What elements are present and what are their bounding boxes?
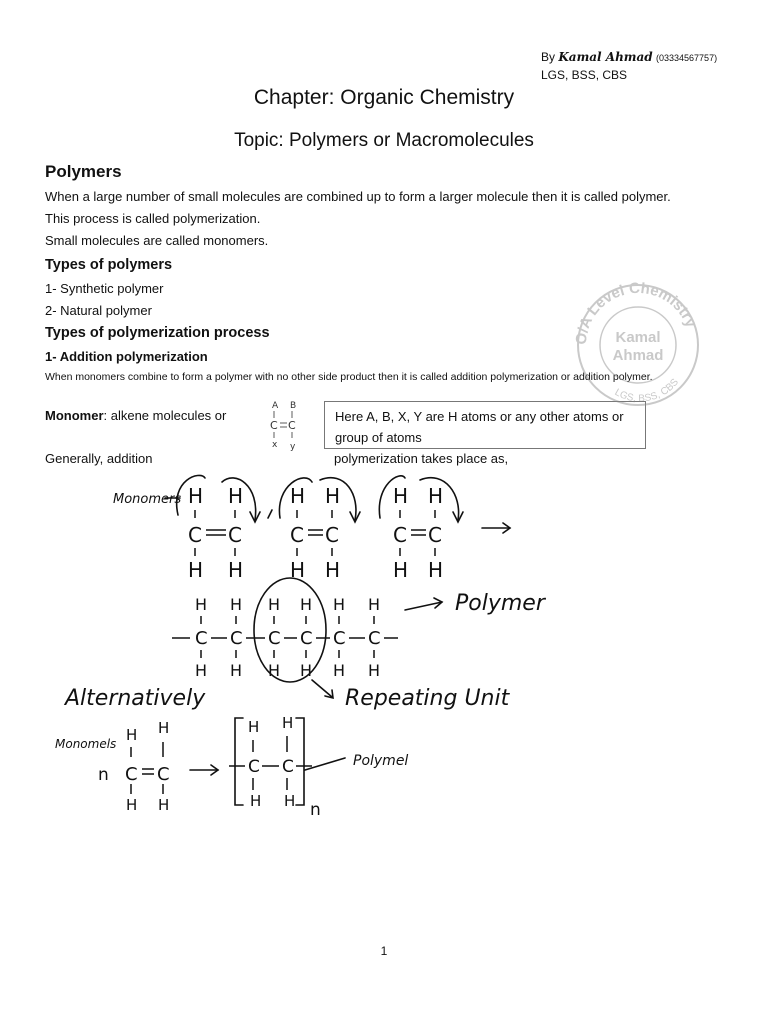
atom-h: H: [188, 484, 204, 508]
atom-h: H: [300, 595, 313, 614]
atom-c: C: [333, 628, 346, 649]
label-repeating-unit: Repeating Unit: [345, 686, 510, 711]
atom-h: H: [428, 558, 444, 582]
stamp-name2: Ahmad: [612, 347, 664, 364]
molecule-structures: [125, 484, 443, 814]
stamp-ring-text: O/A Level Chemistry: [572, 279, 700, 346]
label-monomers-2: Monomels: [55, 737, 117, 751]
atom-h: H: [195, 661, 208, 680]
label-n-left: n: [98, 765, 109, 785]
types-item-synthetic: 1- Synthetic polymer: [45, 281, 164, 296]
atom-h: H: [282, 714, 294, 732]
atom-h: H: [268, 595, 281, 614]
atom-c: C: [428, 523, 442, 547]
polymerization-definition: This process is called polymerization.: [45, 211, 261, 226]
atom-c: C: [125, 764, 138, 785]
monomer-line: [45, 408, 226, 423]
atom-h: H: [228, 484, 244, 508]
atom-c: C: [188, 523, 202, 547]
formula-b: B: [290, 401, 297, 411]
atom-h: H: [158, 796, 170, 814]
atom-h: H: [368, 661, 381, 680]
atom-c: C: [393, 523, 407, 547]
polymers-heading: Polymers: [45, 162, 122, 181]
polymer-definition: When a large number of small molecules are combined up to form a larger molecule then it is called polymer.: [45, 189, 671, 204]
label-n-right: n: [310, 800, 321, 820]
formula-x: x: [272, 440, 278, 450]
atom-h: H: [368, 595, 381, 614]
atom-h: H: [230, 661, 243, 680]
label-monomers: Monomers: [113, 492, 182, 507]
atom-h: H: [230, 595, 243, 614]
topic-title: Topic: Polymers or Macromolecules: [234, 130, 534, 151]
atom-h: H: [248, 718, 260, 736]
label-polymer-2: Polymel: [353, 753, 409, 769]
atom-c: C: [157, 764, 170, 785]
by-label: By: [541, 50, 556, 64]
atom-h: H: [300, 661, 313, 680]
atom-h: H: [290, 558, 306, 582]
atom-h: H: [325, 484, 341, 508]
stamp-bottom-text: LGS, BSS, CBS: [612, 376, 681, 405]
types-heading: Types of polymers: [45, 257, 173, 273]
generally-left: Generally, addition: [45, 451, 153, 466]
formula-c1: C: [270, 419, 278, 432]
addition-heading: 1- Addition polymerization: [45, 349, 208, 364]
atom-c: C: [248, 757, 260, 777]
atom-h: H: [268, 661, 281, 680]
atom-h: H: [393, 484, 409, 508]
note-box: Here A, B, X, Y are H atoms or any other atoms or group of atoms: [324, 401, 646, 449]
monomer-label: Monomer: [45, 408, 104, 423]
types-item-natural: 2- Natural polymer: [45, 303, 152, 318]
atom-h: H: [333, 661, 346, 680]
atom-h: H: [325, 558, 341, 582]
atom-h: H: [158, 719, 170, 737]
monomers-definition: Small molecules are called monomers.: [45, 233, 269, 248]
atom-c: C: [300, 628, 313, 649]
atom-h: H: [393, 558, 409, 582]
generally-right: polymerization takes place as,: [334, 451, 509, 466]
page-number: 1: [380, 944, 388, 958]
label-polymer: Polymer: [455, 591, 545, 616]
chapter-title: Chapter: Organic Chemistry: [253, 86, 515, 109]
atom-h: H: [195, 595, 208, 614]
atom-c: C: [290, 523, 304, 547]
atom-h: H: [250, 792, 262, 810]
formula-c2: C: [288, 419, 296, 432]
monomer-text: : alkene molecules or: [103, 408, 227, 423]
formula-y: y: [290, 442, 296, 452]
atom-c: C: [325, 523, 339, 547]
atom-c: C: [195, 628, 208, 649]
atom-c: C: [228, 523, 242, 547]
process-heading: Types of polymerization process: [45, 325, 270, 341]
author-name: Kamal Ahmad: [558, 50, 653, 64]
atom-c: C: [368, 628, 381, 649]
atom-h: H: [126, 726, 138, 744]
svg-text:O/A Level Chemistry: [573, 280, 700, 346]
author-line: [541, 50, 717, 64]
addition-definition: When monomers combine to form a polymer with no other side product then it is called addition polymerization or addition polymer.: [45, 371, 653, 383]
atom-h: H: [126, 796, 138, 814]
atom-h: H: [188, 558, 204, 582]
atom-c: C: [282, 757, 294, 777]
atom-h: H: [228, 558, 244, 582]
atom-h: H: [290, 484, 306, 508]
atom-h: H: [428, 484, 444, 508]
stamp-name1: Kamal: [615, 329, 661, 346]
author-phone: (03334567757): [656, 53, 718, 63]
atom-c: C: [230, 628, 243, 649]
atom-h: H: [333, 595, 346, 614]
atom-h: H: [284, 792, 296, 810]
formula-a: A: [272, 401, 279, 411]
label-alternatively: Alternatively: [65, 686, 206, 711]
atom-c: C: [268, 628, 281, 649]
schools: LGS, BSS, CBS: [541, 68, 628, 82]
